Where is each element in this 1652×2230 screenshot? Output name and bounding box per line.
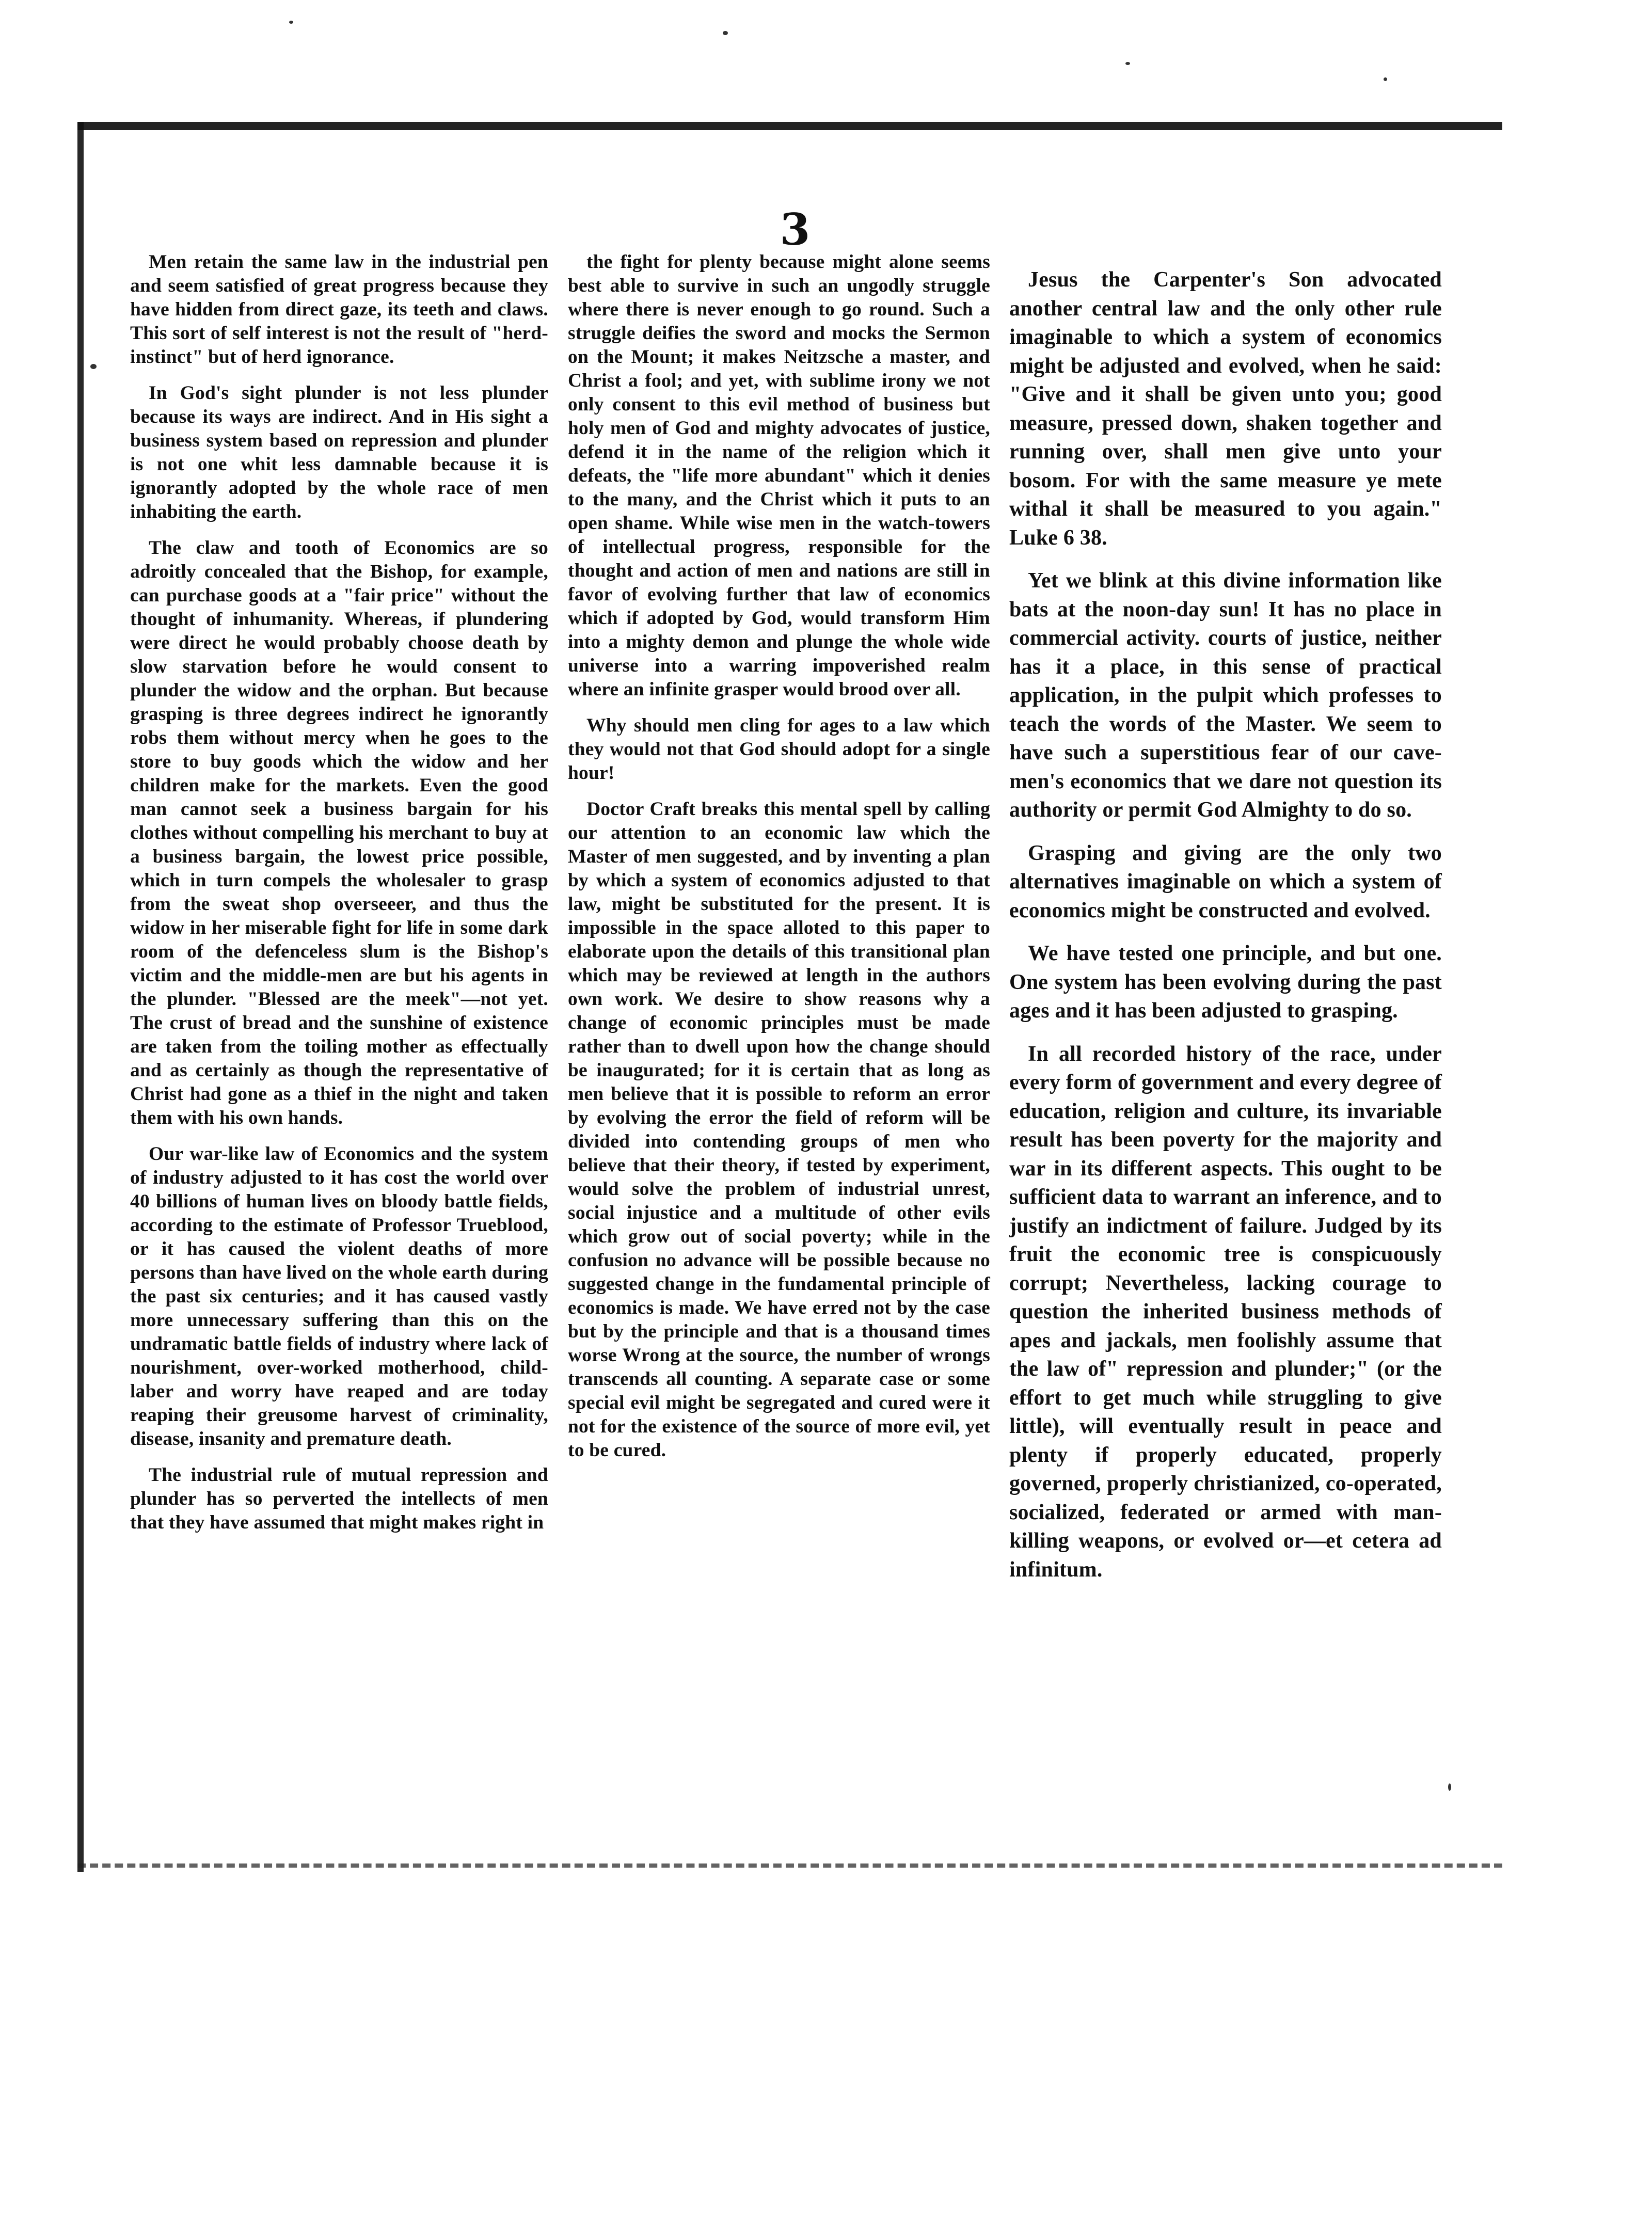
scan-speck <box>1125 62 1130 65</box>
paragraph: Men retain the same law in the industrial pen and seem satisfied of great progress because they have hidden from direct gaze, its teeth and claws. This sort of self interest is not the result of "herd-instinct" but of herd ignorance. <box>130 251 548 368</box>
text-column-1 <box>130 250 548 1547</box>
page-border-left <box>77 122 84 1872</box>
scan-speck <box>1448 1783 1451 1791</box>
page-number: 3 <box>780 204 811 255</box>
paragraph: The claw and tooth of Economics are so adroitly concealed that the Bishop, for example, can purchase goods at a "fair price" without the thought of inhumanity. Whereas, if plundering were direct he would probably choose death by slow starvation before he would consent to plunder the widow and the orphan. But because grasping is three degrees indirect he ignorantly robs them without mercy when he goes to the store to buy goods which the widow and her children make for the markets. Even the good man cannot seek a business bargain for his clothes without compelling his merchant to buy at a business bargain, the lowest price possible, which in turn compels the wholesaler to grasp from the sweat shop overseeer, and thus the widow in her miserable fight for life in some dark room of the defenceless slum is the Bishop's victim and the middle-men are but his agents in the plunder. "Blessed are the meek"—not yet. The crust of bread and the sunshine of existence are taken from the toiling mother as effectually and as certainly as though the representative of Christ had gone as a thief in the night and taken them with his own hands. <box>130 537 548 1128</box>
paragraph: Why should men cling for ages to a law which they would not that God should adopt for a single hour! <box>568 715 990 784</box>
scan-speck <box>90 364 97 369</box>
paragraph: the fight for plenty because might alone seems best able to survive in such an ungodly struggle where there is never enough to go round. Such a struggle deifies the sword and mocks the Sermon on the Mount; it makes Neitzsche a master, and Christ a fool; and yet, with sublime irony we not only consent to this evil method of business but holy men of God and mighty advocates of justice, defend it in the name of the religion which it defeats, the "life more abundant" which it denies to the many, and the Christ which it puts to an open shame. While wise men in the watch-towers of intellectual progress, responsible for the thought and action of men and nations are still in favor of evolving further that law of economics which if adopted by God, would transform Him into a mighty demon and plunge the whole wide universe into a warring impoverished realm where an infinite grasper would brood over all. <box>568 251 990 700</box>
paragraph: Yet we blink at this divine information like bats at the noon-day sun! It has no place in commercial activity. courts of justice, neither has it a place, in this sense of practical application, in the pulpit which professes to teach the words of the Master. We seem to have such a superstitious fear of our cave-men's economics that we dare not question its authority or permit God Almighty to do so. <box>1009 569 1442 822</box>
paragraph: Jesus the Carpenter's Son advocated another central law and the only other rule imaginable to which a system of economics might be adjusted and evolved, when he said: "Give and it shall be given unto you; good measure, pressed down, shaken together and running over, shall men give unto your bosom. For with the same measure ye mete withal it shall be measured to you again." Luke 6 38. <box>1009 268 1442 550</box>
scan-speck <box>289 21 293 24</box>
paragraph: In God's sight plunder is not less plunder because its ways are indirect. And in His sight a business system based on repression and plunder is not one whit less damnable because it is ignorantly adopted by the whole race of men inhabiting the earth. <box>130 383 548 522</box>
paragraph: In all recorded history of the race, under every form of government and every degree of education, religion and culture, its invariable result has been poverty for the majority and war in its different aspects. This ought to be sufficient data to warrant an inference, and to justify an indictment of failure. Judged by its fruit the economic tree is conspicuously corrupt; Nevertheless, lacking courage to question the inherited business methods of apes and jackals, men foolishly assume that the law of" repression and plunder;" (or the effort to get much while struggling to give little), will eventually result in peace and plenty if properly educated, properly governed, properly christianized, co-operated, socialized, federated or armed with man-killing weapons, or evolved or—et cetera ad infinitum. <box>1009 1042 1442 1582</box>
paragraph: We have tested one principle, and but one. One system has been evolving during the past ages and it has been adjusted to grasping. <box>1009 942 1442 1023</box>
paragraph: Doctor Craft breaks this mental spell by calling our attention to an economic law which the Master of men suggested, and by inventing a plan by which a system of economics adjusted to that law, might be substituted for the present. It is impossible in the space alloted to this paper to elaborate upon the details of this transitional plan which may be reviewed at length in the authors own work. We desire to show reasons why a change of economic principles must be made rather than to dwell upon how the change should be inaugurated; for it is certain that as long as men believe that it is possible to reform an error by evolving the error the field of reform will be divided into contending groups of men who believe that their theory, if tested by experiment, would solve the problem of industrial unrest, social injustice and a multitude of other evils which grow out of social poverty; while in the confusion no advance will be possible because no suggested change in the fundamental principle of economics is made. We have erred not by the case but by the principle and that is a thousand times worse Wrong at the source, the number of wrongs transcends all counting. A separate case or some special evil might be segregated and cured were it not for the existence of the source of more evil, yet to be cured. <box>568 799 990 1461</box>
paragraph: The industrial rule of mutual repression and plunder has so perverted the intellects of men that they have assumed that might makes right in <box>130 1464 548 1533</box>
text-column-3 <box>1009 266 1442 1599</box>
page-border-bottom <box>77 1863 1502 1868</box>
paragraph: Grasping and giving are the only two alternatives imaginable on which a system of economics might be constructed and evolved. <box>1009 841 1442 922</box>
text-column-2 <box>568 250 990 1475</box>
paragraph: Our war-like law of Economics and the system of industry adjusted to it has cost the world over 40 billions of human lives on bloody battle fields, according to the estimate of Professor Trueblood, or it has caused the violent deaths of more persons than have lived on the whole earth during the past six centuries; and it has caused vastly more unnecessary suffering than this on the undramatic battle fields of industry where lack of nourishment, over-worked motherhood, child-laber and worry have reaped and are today reaping their greusome harvest of criminality, disease, insanity and premature death. <box>130 1143 548 1450</box>
scan-speck <box>1384 77 1387 81</box>
scan-speck <box>723 31 728 35</box>
page-border-top <box>77 122 1502 130</box>
